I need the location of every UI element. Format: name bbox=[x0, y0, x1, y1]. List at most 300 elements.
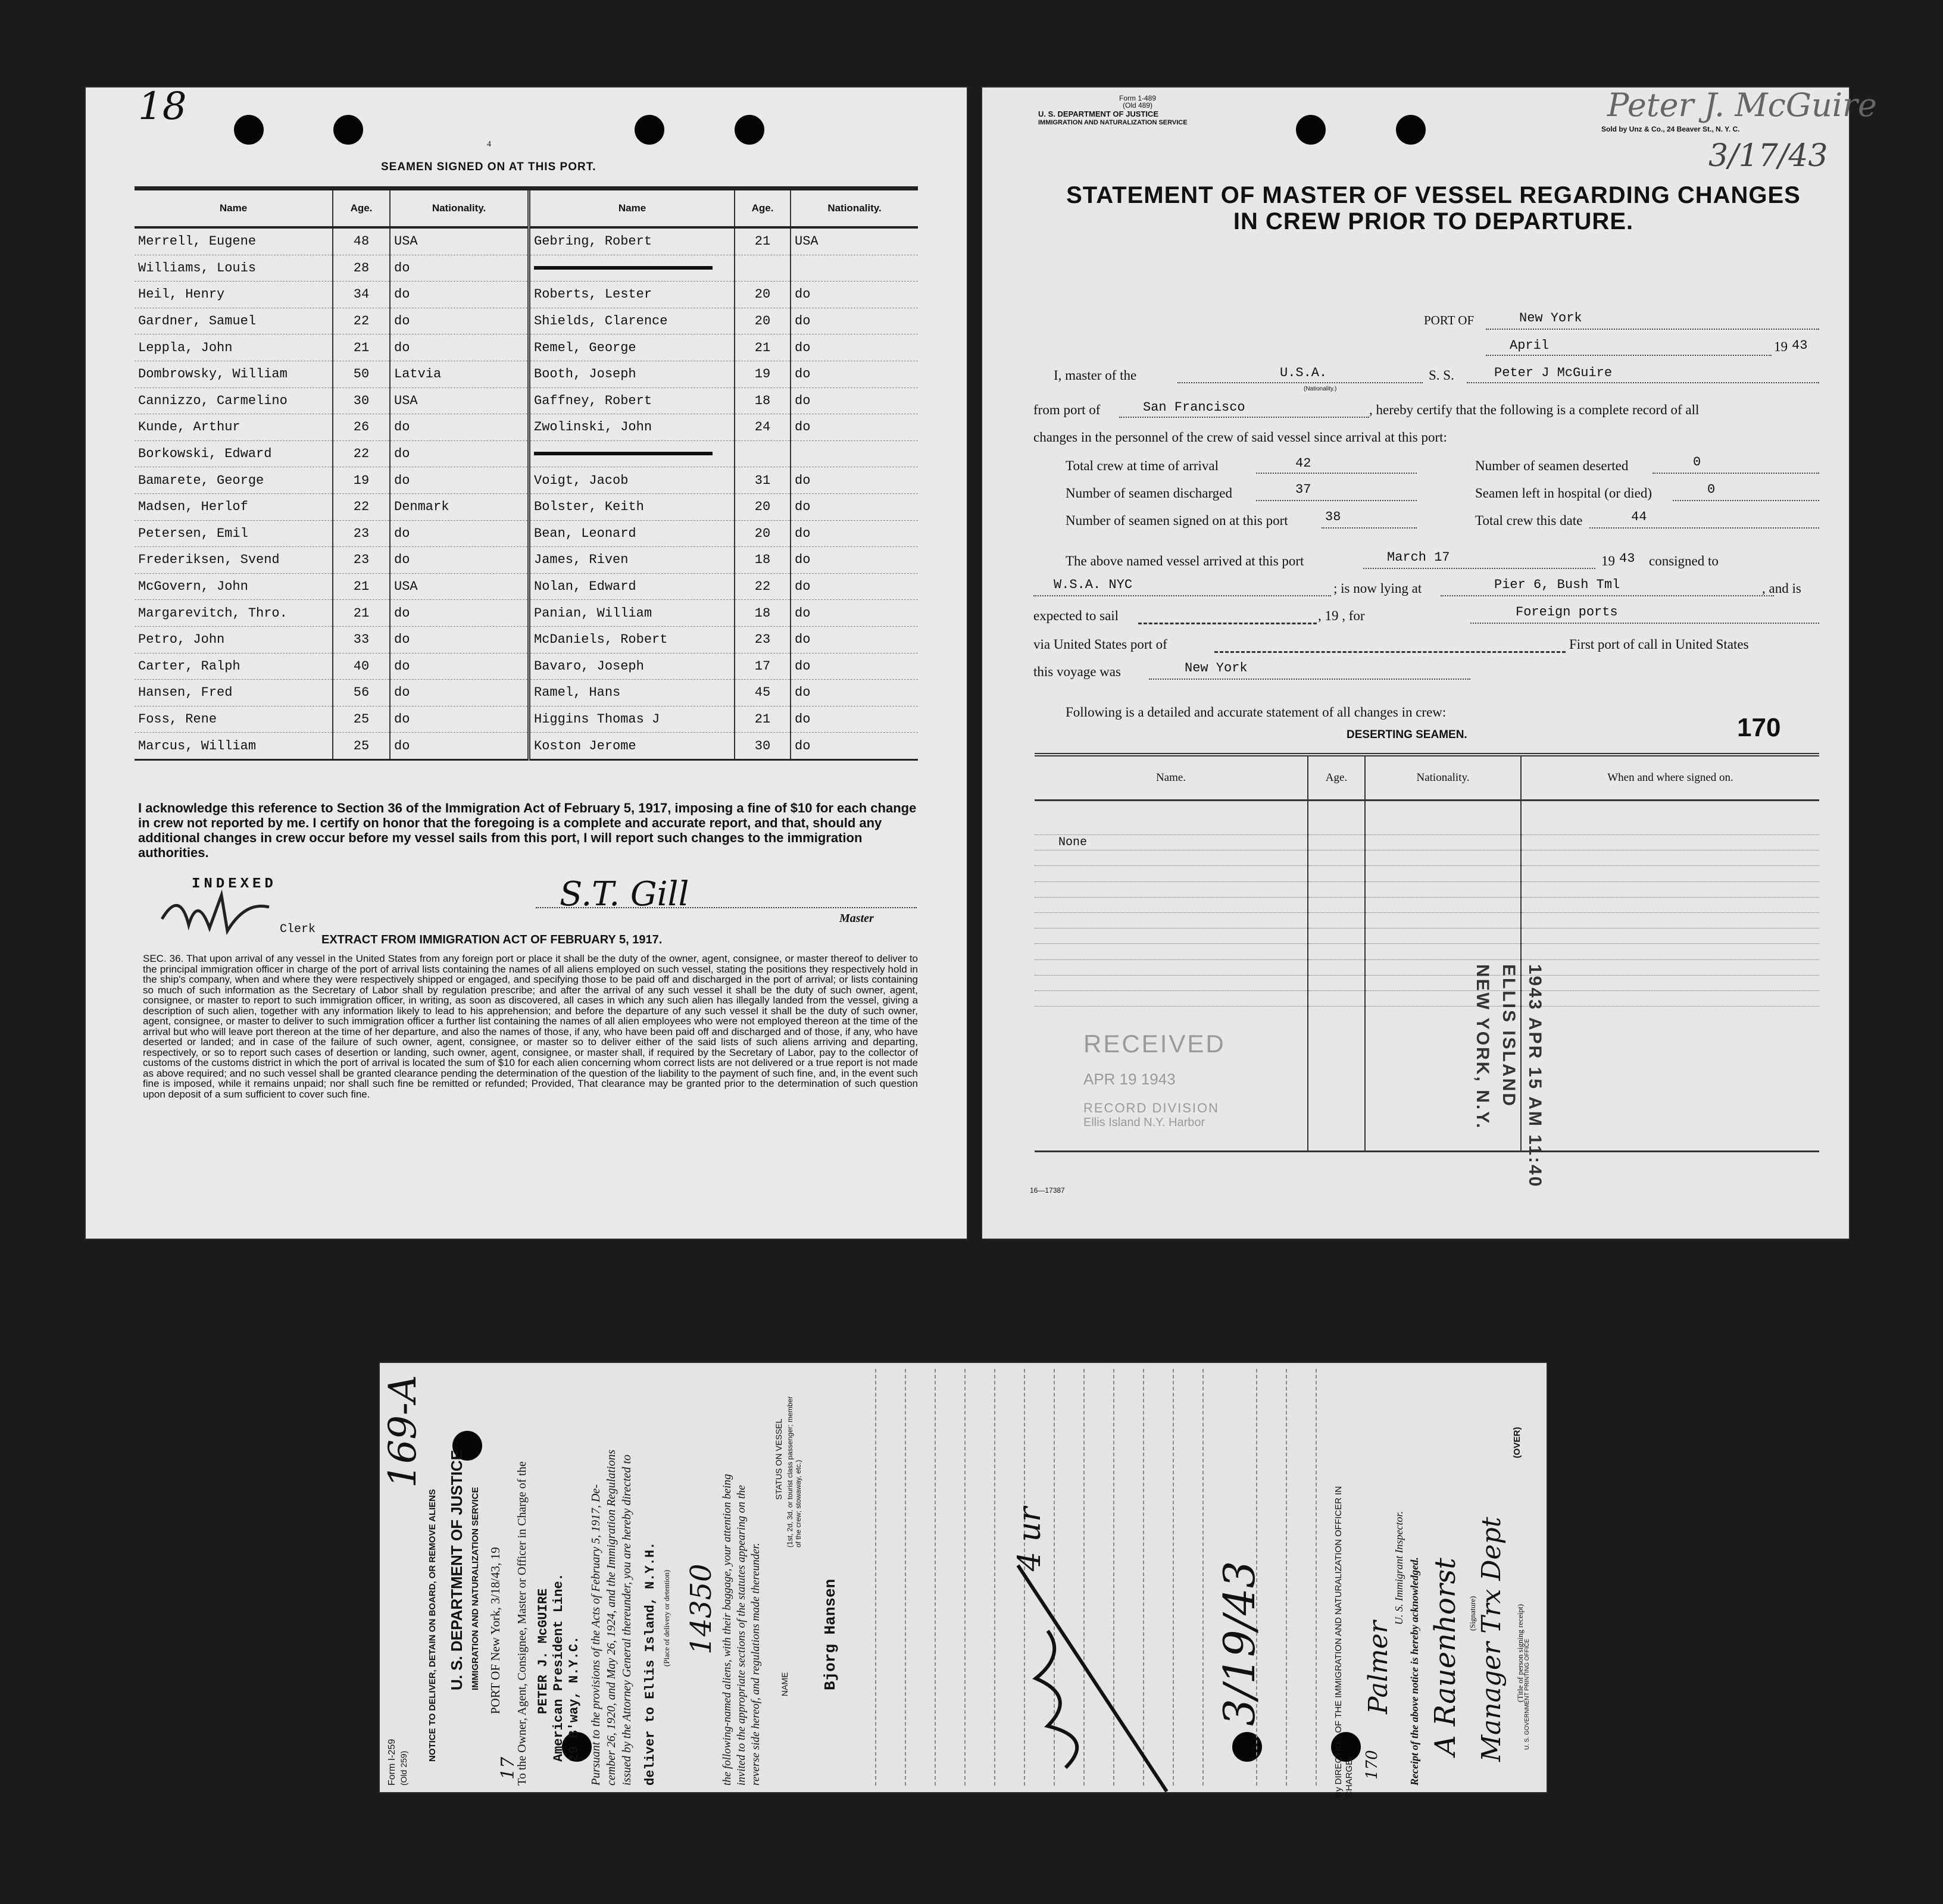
card-aliens-text: the following-named aliens, with their baggage, your attention being invited to the appropriate sections of the statutes appearing on the reverse side hereof, and regulations made thereunder. bbox=[721, 1474, 762, 1786]
cell-age-2: 18 bbox=[735, 547, 791, 574]
card-over: (OVER) bbox=[1512, 1427, 1522, 1458]
total-crew-arrival-label: Total crew at time of arrival bbox=[1066, 458, 1219, 473]
expected-line bbox=[1138, 623, 1317, 624]
card-hand-scribble bbox=[1012, 1559, 1179, 1797]
card-rule bbox=[875, 1369, 876, 1786]
cell-name-2: Ramel, Hans bbox=[529, 680, 735, 706]
desert-cell-age bbox=[1308, 975, 1365, 990]
card-rule bbox=[1202, 1369, 1204, 1786]
cell-name-2 bbox=[529, 255, 735, 282]
table-row bbox=[135, 308, 918, 334]
cell-name: Foss, Rene bbox=[135, 706, 333, 733]
statement-number: 170 bbox=[1737, 713, 1781, 742]
cell-name-2: Shields, Clarence bbox=[529, 308, 735, 334]
card-title-caption: (Title of person signing receipt) bbox=[1516, 1604, 1525, 1702]
cell-name-2: Roberts, Lester bbox=[529, 282, 735, 308]
cell-age-2 bbox=[735, 255, 791, 282]
received-division: RECORD DIVISION bbox=[1083, 1100, 1220, 1115]
card-rule bbox=[905, 1369, 906, 1786]
cell-name: Williams, Louis bbox=[135, 255, 333, 282]
desert-cell-age bbox=[1308, 944, 1365, 959]
cell-nationality: do bbox=[390, 626, 529, 653]
cell-name: Bamarete, George bbox=[135, 467, 333, 494]
cell-age-2: 30 bbox=[735, 733, 791, 760]
cell-name-2: Higgins Thomas J bbox=[529, 706, 735, 733]
cell-age-2: 20 bbox=[735, 493, 791, 520]
cell-nationality-2: do bbox=[791, 733, 918, 760]
table-row bbox=[135, 653, 918, 680]
expected-label: expected to sail bbox=[1033, 608, 1119, 623]
table-row bbox=[135, 733, 918, 760]
cell-name: Heil, Henry bbox=[135, 282, 333, 308]
cell-nationality: do bbox=[390, 600, 529, 627]
and-is-text: , and is bbox=[1762, 581, 1801, 596]
cell-age: 40 bbox=[333, 653, 390, 680]
table-row bbox=[135, 414, 918, 441]
cell-age-2: 20 bbox=[735, 282, 791, 308]
table-row bbox=[1035, 897, 1819, 912]
section-36-text: SEC. 36. That upon arrival of any vessel in the United States from any foreign port or place it shall be the duty of the owner, agent, consignee, or master thereof to deliver to the principal immigration officer in charge of the port of arrival lists containing the names of all aliens employed on such vessel, stating the positions they respectively hold in the ship's company, when and where they were respectively shipped or engaged, and specifying those to be paid off and discharged in the port of arrival; or lists containing so much of such information as the Secretary of Labor shall by regulation prescribe; and after the arrival of any such vessel it shall be the duty of such owner, agent, consignee, or master to report to such immigration officer, in writing, as soon as discovered, all cases in which any such alien has illegally landed from the vessel, giving a description of such alien, together with any information likely to lead to his apprehension; and before the departure of any such vessel it shall be the duty of such owner, agent, consignee, or master to deliver to such immigration officer a further list containing the names of all alien employees who were not employed thereon at the time of the arrival but who will leave port thereon at the time of her departure, and also the names of those, if any, who have been paid off and discharged and of those, if any, who have deserted or landed; and in case of the failure of such owner, agent, consignee, or master so to deliver either of the said lists of such aliens arriving and departing, respectively, or so to report such cases of desertion or landing, such owner, agent, consignee, or master shall, if required by the Secretary of Labor, pay to the collector of customs of the customs district in which the port of arrival is located the sum of $10 for each alien concerning whom correct lists are not delivered or a true report is not made as above required; and no such vessel shall be granted clearance pending the determination of the question of the liability to the payment of such fine, and, in the event such fine is imposed, while it remains unpaid; nor shall such fine be remitted or refunded; Provided, That clearance may be granted prior to the determination of such question upon deposit of a sum sufficient to cover such fine. bbox=[143, 953, 918, 1100]
cell-name: Dombrowsky, William bbox=[135, 361, 333, 387]
cell-name: Kunde, Arthur bbox=[135, 414, 333, 441]
cell-nationality-2: USA bbox=[791, 227, 918, 255]
cell-age: 28 bbox=[333, 255, 390, 282]
arrived-label: The above named vessel arrived at this port bbox=[1066, 554, 1304, 568]
table-row bbox=[135, 227, 918, 255]
cell-nationality-2: do bbox=[791, 600, 918, 627]
card-to-owner: To the Owner, Agent, Consignee, Master or Officer in Charge of the bbox=[516, 1461, 529, 1786]
card-vessel: PETER J. McGUIRE bbox=[536, 1588, 551, 1714]
desert-col-nationality: Nationality. bbox=[1365, 755, 1521, 801]
punch-hole bbox=[1232, 1732, 1262, 1762]
card-status-header: STATUS ON VESSEL bbox=[774, 1418, 783, 1500]
cell-name-2: Bean, Leonard bbox=[529, 520, 735, 547]
table-row bbox=[1035, 801, 1819, 835]
punch-hole bbox=[1396, 115, 1426, 145]
year-prefix: 19 bbox=[1774, 339, 1788, 354]
desert-cell-nationality bbox=[1365, 835, 1521, 851]
clerk-label: Clerk bbox=[280, 923, 316, 936]
desert-cell-signed-on bbox=[1521, 928, 1819, 944]
table-row bbox=[135, 440, 918, 467]
table-row bbox=[1035, 851, 1819, 866]
desert-cell-signed-on bbox=[1521, 866, 1819, 881]
cell-nationality-2: do bbox=[791, 414, 918, 441]
cell-name: Marcus, William bbox=[135, 733, 333, 760]
port-label: PORT OF bbox=[1424, 313, 1475, 327]
crew-table-body bbox=[135, 227, 918, 759]
annotation-date: 3/17/43 bbox=[1708, 138, 1828, 174]
desert-cell-signed-on bbox=[1521, 881, 1819, 897]
card-rule bbox=[1316, 1369, 1317, 1786]
desert-cell-signed-on bbox=[1521, 835, 1819, 851]
lying-value: Pier 6, Bush Tml bbox=[1494, 577, 1620, 592]
cell-nationality-2: do bbox=[791, 282, 918, 308]
total-crew-date-value: 44 bbox=[1631, 509, 1647, 524]
card-status-value: 4 ur bbox=[1012, 1507, 1048, 1571]
desert-cell-signed-on bbox=[1521, 801, 1819, 835]
cell-name: Merrell, Eugene bbox=[135, 227, 333, 255]
cell-name: Hansen, Fred bbox=[135, 680, 333, 706]
cell-nationality: do bbox=[390, 440, 529, 467]
desert-cell-signed-on bbox=[1521, 959, 1819, 975]
cell-nationality: do bbox=[390, 680, 529, 706]
signed-on-line bbox=[1322, 527, 1417, 529]
stamp-date: 1943 APR 15 AM 11:40 bbox=[1525, 964, 1545, 1189]
received-text: RECEIVED bbox=[1083, 1030, 1226, 1058]
card-inspector-signature: Palmer bbox=[1363, 1621, 1394, 1714]
table-row bbox=[1035, 990, 1819, 1006]
cell-age: 50 bbox=[333, 361, 390, 387]
total-crew-arrival-line bbox=[1256, 473, 1417, 474]
table-row bbox=[135, 387, 918, 414]
cell-age: 25 bbox=[333, 706, 390, 733]
voyage-label: this voyage was bbox=[1033, 664, 1121, 679]
card-signature-caption: (Signature) bbox=[1468, 1596, 1477, 1631]
cell-age: 56 bbox=[333, 680, 390, 706]
desert-cell-name bbox=[1035, 801, 1308, 835]
for-label: , 19 , for bbox=[1318, 608, 1365, 623]
table-row bbox=[135, 255, 918, 282]
card-deliver-to: deliver to Ellis Island, N.Y.H. bbox=[643, 1542, 658, 1786]
title-line-2: IN CREW PRIOR TO DEPARTURE. bbox=[1233, 208, 1634, 235]
voyage-line bbox=[1149, 679, 1470, 680]
cell-nationality-2: do bbox=[791, 547, 918, 574]
cell-name: Frederiksen, Svend bbox=[135, 547, 333, 574]
discharged-line bbox=[1256, 500, 1417, 501]
col-name-2: Name bbox=[529, 189, 735, 228]
cell-age-2: 18 bbox=[735, 387, 791, 414]
cell-name-2: Bolster, Keith bbox=[529, 493, 735, 520]
card-receipt-title: Manager Trx Dept bbox=[1476, 1517, 1507, 1762]
card-date-hand: 3/19/43 bbox=[1214, 1561, 1264, 1726]
cell-age-2: 21 bbox=[735, 706, 791, 733]
cell-name: Carter, Ralph bbox=[135, 653, 333, 680]
desert-cell-name bbox=[1035, 912, 1308, 928]
card-alien-name: Bjorg Hansen bbox=[821, 1578, 839, 1690]
desert-cell-name: None bbox=[1035, 835, 1308, 851]
cell-age: 26 bbox=[333, 414, 390, 441]
deserted-label: Number of seamen deserted bbox=[1475, 458, 1629, 473]
cell-age: 22 bbox=[333, 308, 390, 334]
card-direction-text: By DIRECTION OF THE IMMIGRATION AND NATURALIZATION OFFICER IN CHARGE. bbox=[1333, 1486, 1354, 1797]
month-value: April bbox=[1510, 338, 1550, 353]
desert-cell-signed-on bbox=[1521, 851, 1819, 866]
cell-nationality-2: do bbox=[791, 361, 918, 387]
card-circled-number: 17 bbox=[498, 1756, 518, 1780]
cell-age-2: 17 bbox=[735, 653, 791, 680]
corner-mark: 18 bbox=[138, 85, 187, 129]
following-text: Following is a detailed and accurate statement of all changes in crew: bbox=[1066, 705, 1447, 720]
cell-age-2: 22 bbox=[735, 573, 791, 600]
cell-nationality: do bbox=[390, 414, 529, 441]
card-form-number: Form I-259 bbox=[387, 1739, 397, 1786]
consigned-label: consigned to bbox=[1649, 554, 1719, 568]
cell-nationality-2: do bbox=[791, 387, 918, 414]
deserting-title: DESERTING SEAMEN. bbox=[1347, 729, 1467, 741]
arrived-year: 43 bbox=[1619, 551, 1635, 566]
desert-cell-age bbox=[1308, 928, 1365, 944]
card-rule bbox=[1286, 1369, 1287, 1786]
card-handwritten-number: 169-A bbox=[381, 1375, 425, 1488]
table-row bbox=[1035, 912, 1819, 928]
cell-age: 23 bbox=[333, 547, 390, 574]
desert-cell-age bbox=[1308, 912, 1365, 928]
acknowledgment-text: I acknowledge this reference to Section 36 of the Immigration Act of February 5, 1917, imposing a fine of $10 for each change in crew not reported by me. I certify on honor that the foregoing is a complete and accurate report, and that, should any additional changes in crew occur before my vessel sails from this port, I will report such changes to the immigration authorities. bbox=[138, 801, 917, 860]
nationality-line bbox=[1177, 382, 1423, 383]
desert-cell-signed-on bbox=[1521, 1006, 1819, 1152]
card-receipt-text: Receipt of the above notice is hereby acknowledged. bbox=[1408, 1557, 1420, 1786]
card-pursuant-2: cember 26, 1920, and May 26, 1924, and the Immigration Regulations bbox=[605, 1449, 618, 1786]
cell-name-2: Bavaro, Joseph bbox=[529, 653, 735, 680]
table-row bbox=[135, 493, 918, 520]
desert-cell-nationality bbox=[1365, 881, 1521, 897]
cell-name: Margarevitch, Thro. bbox=[135, 600, 333, 627]
card-gpo: U. S. GOVERNMENT PRINTING OFFICE bbox=[1524, 1639, 1530, 1750]
desert-cell-age bbox=[1308, 881, 1365, 897]
year-value: 43 bbox=[1792, 338, 1808, 353]
ship-name-line bbox=[1467, 382, 1819, 383]
table-row bbox=[135, 573, 918, 600]
hospital-line bbox=[1673, 500, 1819, 501]
desert-cell-signed-on bbox=[1521, 944, 1819, 959]
cell-age: 21 bbox=[333, 600, 390, 627]
deserting-table-header bbox=[1035, 755, 1819, 801]
cell-age: 19 bbox=[333, 467, 390, 494]
table-row bbox=[135, 706, 918, 733]
department-heading bbox=[1038, 110, 1188, 127]
cell-name-2: Koston Jerome bbox=[529, 733, 735, 760]
card-place-caption: (Place of delivery or detention) bbox=[662, 1570, 671, 1667]
table-row bbox=[135, 282, 918, 308]
card-port-line: PORT OF New York, 3/18/43, 19 bbox=[488, 1547, 502, 1714]
desert-cell-age bbox=[1308, 801, 1365, 835]
form-number-text: Form 1-489 bbox=[1119, 94, 1157, 102]
card-line: American President Line. bbox=[551, 1573, 566, 1762]
desert-cell-nationality bbox=[1365, 866, 1521, 881]
cell-age-2: 21 bbox=[735, 334, 791, 361]
for-line bbox=[1470, 623, 1819, 624]
annotation-ship-name: Peter J. McGuire bbox=[1607, 86, 1877, 124]
desert-cell-name bbox=[1035, 959, 1308, 975]
table-row bbox=[135, 467, 918, 494]
total-crew-date-label: Total crew this date bbox=[1475, 513, 1583, 528]
printer-line: Sold by Unz & Co., 24 Beaver St., N. Y. C. bbox=[1601, 125, 1740, 133]
cell-nationality-2: do bbox=[791, 520, 918, 547]
desert-col-name: Name. bbox=[1035, 755, 1308, 801]
cell-nationality-2: do bbox=[791, 680, 918, 706]
col-nationality-2: Nationality. bbox=[791, 189, 918, 228]
card-rule bbox=[964, 1369, 966, 1786]
cell-age: 22 bbox=[333, 440, 390, 467]
table-row bbox=[135, 680, 918, 706]
cell-age-2: 19 bbox=[735, 361, 791, 387]
for-value: Foreign ports bbox=[1516, 605, 1618, 620]
cell-nationality: do bbox=[390, 520, 529, 547]
cell-name: Borkowski, Edward bbox=[135, 440, 333, 467]
cell-nationality: do bbox=[390, 255, 529, 282]
card-status-caption: (1st, 2d, 3d, or tourist class passenger; member of the crew; stowaway, etc.) bbox=[786, 1396, 802, 1547]
card-name-header: NAME bbox=[780, 1672, 789, 1696]
page-number: 4 bbox=[487, 140, 491, 149]
clerk-initials bbox=[156, 883, 281, 940]
cell-nationality: Denmark bbox=[390, 493, 529, 520]
cell-age-2 bbox=[735, 440, 791, 467]
from-port-label: from port of bbox=[1033, 402, 1101, 417]
hospital-label: Seamen left in hospital (or died) bbox=[1475, 486, 1653, 501]
changes-text: changes in the personnel of the crew of said vessel since arrival at this port: bbox=[1033, 430, 1447, 445]
crew-table-header bbox=[135, 189, 918, 228]
table-row bbox=[1035, 835, 1819, 851]
col-age: Age. bbox=[333, 189, 390, 228]
table-row bbox=[1035, 928, 1819, 944]
punch-hole bbox=[234, 115, 264, 145]
col-age-2: Age. bbox=[735, 189, 791, 228]
cell-name-2: Nolan, Edward bbox=[529, 573, 735, 600]
indexed-stamp: INDEXED bbox=[192, 876, 277, 892]
cell-nationality: USA bbox=[390, 227, 529, 255]
table-row bbox=[1035, 866, 1819, 881]
table-row bbox=[1035, 975, 1819, 990]
table-row bbox=[135, 361, 918, 387]
card-pursuant-3: issued by the Attorney General thereunder, you are hereby directed to bbox=[620, 1455, 633, 1786]
table-row bbox=[1035, 944, 1819, 959]
desert-cell-age bbox=[1308, 866, 1365, 881]
cell-nationality: USA bbox=[390, 573, 529, 600]
cell-name-2: Voigt, Jacob bbox=[529, 467, 735, 494]
cell-name: Gardner, Samuel bbox=[135, 308, 333, 334]
cell-nationality: Latvia bbox=[390, 361, 529, 387]
table-row bbox=[135, 334, 918, 361]
cell-nationality: do bbox=[390, 308, 529, 334]
desert-cell-nationality bbox=[1365, 912, 1521, 928]
extract-title: EXTRACT FROM IMMIGRATION ACT OF FEBRUARY 5, 1917. bbox=[321, 933, 663, 946]
cell-age-2: 23 bbox=[735, 626, 791, 653]
cell-age: 34 bbox=[333, 282, 390, 308]
desert-cell-nationality bbox=[1365, 851, 1521, 866]
cell-name-2: McDaniels, Robert bbox=[529, 626, 735, 653]
desert-cell-name bbox=[1035, 975, 1308, 990]
col-nationality: Nationality. bbox=[390, 189, 529, 228]
card-address: 29 B'way, N.Y.C. bbox=[567, 1636, 582, 1762]
desert-col-signed-on: When and where signed on. bbox=[1521, 755, 1819, 801]
cell-age: 48 bbox=[333, 227, 390, 255]
discharged-label: Number of seamen discharged bbox=[1066, 486, 1232, 501]
dept-line-1: U. S. DEPARTMENT OF JUSTICE bbox=[1038, 110, 1158, 118]
cell-nationality-2: do bbox=[791, 653, 918, 680]
desert-cell-age bbox=[1308, 851, 1365, 866]
desert-cell-signed-on bbox=[1521, 975, 1819, 990]
cell-nationality-2: do bbox=[791, 334, 918, 361]
discharged-value: 37 bbox=[1295, 482, 1311, 497]
nationality-value: U.S.A. bbox=[1280, 365, 1327, 380]
received-stamp bbox=[1083, 1030, 1226, 1130]
table-row bbox=[1035, 881, 1819, 897]
voyage-value: New York bbox=[1185, 661, 1248, 676]
col-name: Name bbox=[135, 189, 333, 228]
stamp-place: ELLIS ISLAND bbox=[1499, 964, 1519, 1108]
cell-name-2: Gaffney, Robert bbox=[529, 387, 735, 414]
table-row bbox=[135, 520, 918, 547]
cell-nationality: USA bbox=[390, 387, 529, 414]
desert-cell-age bbox=[1308, 990, 1365, 1006]
arrived-line bbox=[1363, 568, 1595, 569]
cell-name: McGovern, John bbox=[135, 573, 333, 600]
cell-nationality: do bbox=[390, 467, 529, 494]
desert-cell-signed-on bbox=[1521, 912, 1819, 928]
from-port-line bbox=[1119, 417, 1369, 418]
table-row bbox=[1035, 959, 1819, 975]
table-row bbox=[135, 626, 918, 653]
signed-on-label: Number of seamen signed on at this port bbox=[1066, 513, 1288, 528]
cell-nationality-2: do bbox=[791, 626, 918, 653]
cell-name-2: Booth, Joseph bbox=[529, 361, 735, 387]
desert-cell-name bbox=[1035, 897, 1308, 912]
desert-cell-nationality bbox=[1365, 944, 1521, 959]
date-line bbox=[1486, 355, 1772, 356]
cell-name: Petro, John bbox=[135, 626, 333, 653]
via-label: via United States port of bbox=[1033, 637, 1167, 652]
table-row bbox=[135, 600, 918, 627]
ellis-island-time-stamp bbox=[1469, 964, 1548, 1188]
cell-nationality: do bbox=[390, 653, 529, 680]
punch-hole bbox=[635, 115, 664, 145]
cell-nationality-2: do bbox=[791, 308, 918, 334]
cell-age: 30 bbox=[333, 387, 390, 414]
from-port-value: San Francisco bbox=[1143, 400, 1245, 415]
cell-age-2: 31 bbox=[735, 467, 791, 494]
desert-cell-name bbox=[1035, 881, 1308, 897]
total-crew-arrival-value: 42 bbox=[1295, 456, 1311, 471]
form-number bbox=[1119, 95, 1156, 109]
cell-nationality-2 bbox=[791, 440, 918, 467]
arrived-year-prefix: 19 bbox=[1601, 554, 1615, 568]
cell-name-2: Zwolinski, John bbox=[529, 414, 735, 441]
crew-table bbox=[135, 186, 918, 761]
desert-cell-name bbox=[1035, 866, 1308, 881]
cell-age-2: 45 bbox=[735, 680, 791, 706]
card-department: U. S. DEPARTMENT OF JUSTICE bbox=[448, 1450, 466, 1690]
cell-name: Cannizzo, Carmelino bbox=[135, 387, 333, 414]
port-line bbox=[1486, 329, 1819, 330]
master-label: Master bbox=[839, 912, 874, 925]
desert-cell-age bbox=[1308, 835, 1365, 851]
cell-nationality-2 bbox=[791, 255, 918, 282]
statement-title bbox=[1023, 182, 1844, 235]
ship-name: Peter J McGuire bbox=[1494, 365, 1613, 380]
consignee-line bbox=[1033, 595, 1331, 596]
punch-hole bbox=[735, 115, 764, 145]
cell-name-2: Remel, George bbox=[529, 334, 735, 361]
dept-line-2: IMMIGRATION AND NATURALIZATION SERVICE bbox=[1038, 119, 1188, 126]
punch-hole bbox=[1296, 115, 1326, 145]
cell-name-2: Gebring, Robert bbox=[529, 227, 735, 255]
total-crew-date-line bbox=[1589, 527, 1819, 529]
lying-label: ; is now lying at bbox=[1333, 581, 1422, 596]
ss-label: S. S. bbox=[1429, 368, 1454, 383]
stamp-city: NEW YORK, N.Y. bbox=[1473, 964, 1492, 1130]
master-signature-line bbox=[536, 907, 917, 908]
card-receipt-signature: A Rauenhorst bbox=[1429, 1558, 1462, 1756]
desert-cell-signed-on bbox=[1521, 990, 1819, 1006]
title-line-1: STATEMENT OF MASTER OF VESSEL REGARDING CHANGES bbox=[1066, 182, 1801, 208]
cell-nationality: do bbox=[390, 282, 529, 308]
cell-name: Leppla, John bbox=[135, 334, 333, 361]
desert-cell-name bbox=[1035, 944, 1308, 959]
card-detain-code: 14350 bbox=[685, 1564, 718, 1655]
card-rule bbox=[994, 1369, 995, 1786]
nationality-caption: (Nationality.) bbox=[1304, 386, 1337, 392]
